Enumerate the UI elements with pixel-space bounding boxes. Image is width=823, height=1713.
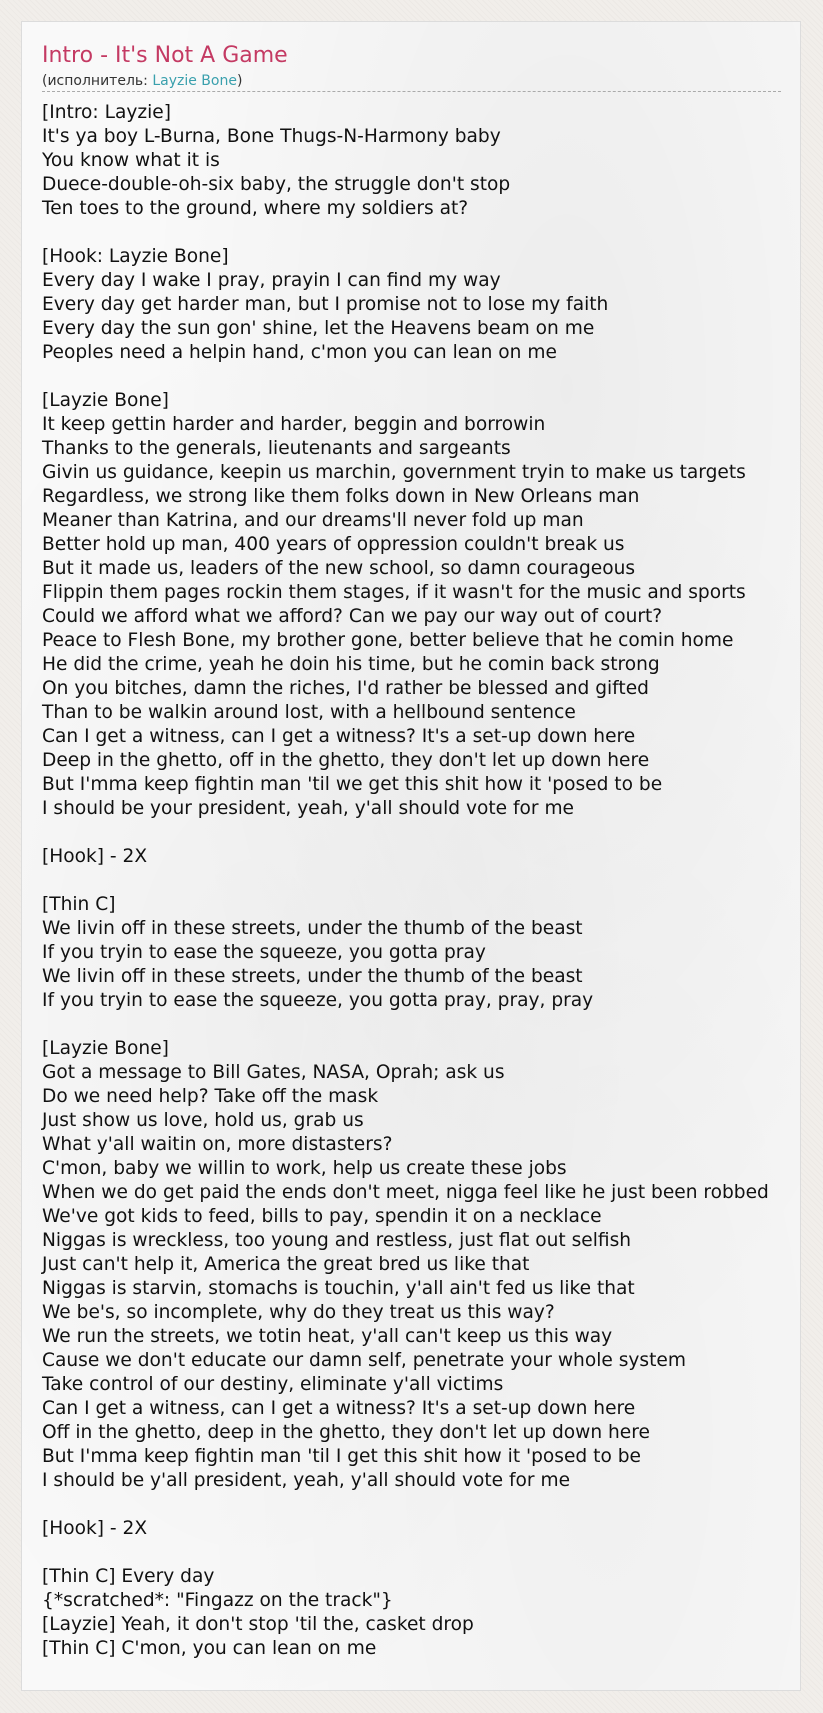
artist-suffix: ): [236, 73, 243, 89]
artist-link[interactable]: Layzie Bone: [152, 73, 237, 89]
artist-line: [42, 72, 242, 90]
title-divider: [42, 91, 781, 92]
artist-prefix: (исполнитель:: [42, 73, 153, 89]
lyrics-text: [Intro: Layzie] It's ya boy L-Burna, Bone Thugs-N-Harmony baby You know what it is Duece-double-oh-six baby, the struggle don't stop Ten toes to the ground, where my soldiers at? [Hook: Layzie Bone] Every day I wake I pray, prayin I can find my way Every day get harder man, but I promise not to lose my faith Every day the sun gon' shine, let the Heavens beam on me Peoples need a helpin hand, c'mon you can lean on me [Layzie Bone] It keep gettin harder and harder, beggin and borrowin Thanks to the generals, lieutenants and sargeants Givin us guidance, keepin us marchin, government tryin to make us targets Regardless, we strong like them folks down in New Orleans man Meaner than Katrina, and our dreams'll never fold up man Better hold up man, 400 years of oppression couldn't break us But it made us, leaders of the new school, so damn courageous Flippin them pages rockin them stages, if it wasn't for the music and sports Could we afford what we afford? Can we pay our way out of court? Peace to Flesh Bone, my brother gone, better believe that he comin home He did the crime, yeah he doin his time, but he comin back strong On you bitches, damn the riches, I'd rather be blessed and gifted Than to be walkin around lost, with a hellbound sentence Can I get a witness, can I get a witness? It's a set-up down here Deep in the ghetto, off in the ghetto, they don't let up down here But I'mma keep fightin man 'til we get this shit how it 'posed to be I should be your president, yeah, y'all should vote for me [Hook] - 2X [Thin C] We livin off in these streets, under the thumb of the beast If you tryin to ease the squeeze, you gotta pray We livin off in these streets, under the thumb of the beast If you tryin to ease the squeeze, you gotta pray, pray, pray [Layzie Bone] Got a message to Bill Gates, NASA, Oprah; ask us Do we need help? Take off the mask Just show us love, hold us, grab us What y'all waitin on, more distasters? C'mon, baby we willin to work, help us create these jobs When we do get paid the ends don't meet, nigga feel like he just been robbed We've got kids to feed, bills to pay, spendin it on a necklace Niggas is wreckless, too young and restless, just flat out selfish Just can't help it, America the great bred us like that Niggas is starvin, stomachs is touchin, y'all ain't fed us like that We be's, so incomplete, why do they treat us this way? We run the streets, we totin heat, y'all can't keep us this way Cause we don't educate our damn self, penetrate your whole system Take control of our destiny, eliminate y'all victims Can I get a witness, can I get a witness? It's a set-up down here Off in the ghetto, deep in the ghetto, they don't let up down here But I'mma keep fightin man 'til I get this shit how it 'posed to be I should be y'all president, yeah, y'all should vote for me [Hook] - 2X [Thin C] Every day {*scratched*: "Fingazz on the track"} [Layzie] Yeah, it don't stop 'til the, casket drop [Thin C] C'mon, you can lean on me: [42, 102, 769, 1659]
lyrics-card: [21, 21, 801, 1691]
song-title: Intro - It's Not A Game: [42, 43, 288, 68]
